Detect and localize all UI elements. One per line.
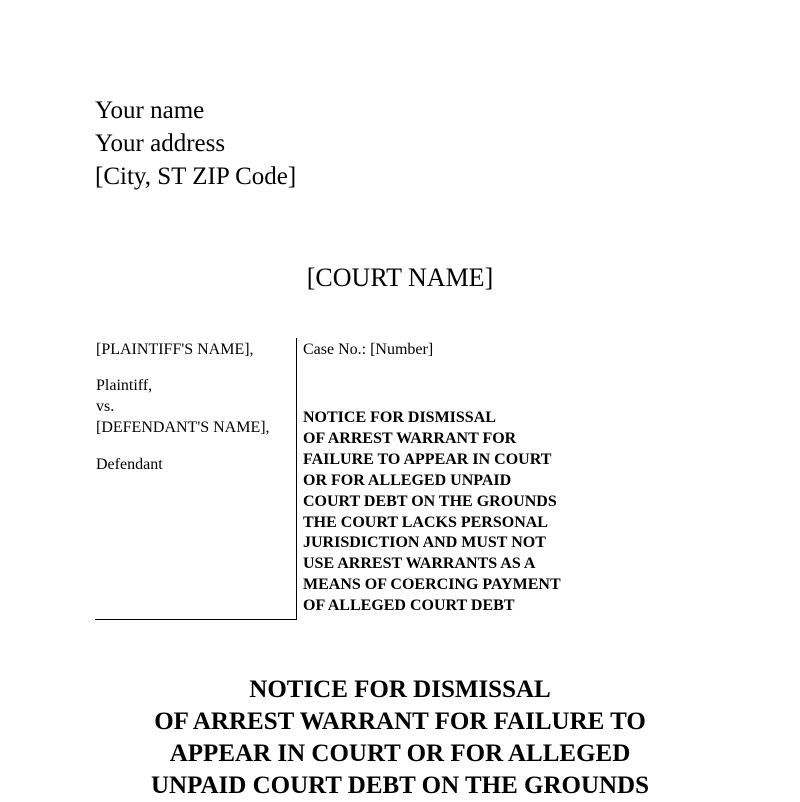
caption-title-line: OF ALLEGED COURT DEBT xyxy=(303,597,515,615)
case-caption xyxy=(95,338,695,620)
caption-title-line: OR FOR ALLEGED UNPAID xyxy=(303,471,512,489)
versus-label: vs. xyxy=(96,398,115,415)
defendant-name: [DEFENDANT'S NAME], xyxy=(96,419,270,436)
document-title-line: UNPAID COURT DEBT ON THE GROUNDS xyxy=(150,772,650,799)
sender-address: Your address xyxy=(95,130,226,157)
document-title-line: APPEAR IN COURT OR FOR ALLEGED xyxy=(169,740,631,767)
sender-city-state-zip: [City, ST ZIP Code] xyxy=(95,163,297,190)
caption-title-line: USE ARREST WARRANTS AS A xyxy=(303,555,536,573)
defendant-role: Defendant xyxy=(96,456,163,473)
caption-title-line: OF ARREST WARRANT FOR xyxy=(303,429,517,447)
document-title-line: OF ARREST WARRANT FOR FAILURE TO xyxy=(154,708,646,735)
caption-title-line: JURISDICTION AND MUST NOT xyxy=(303,534,546,552)
caption-title-line: COURT DEBT ON THE GROUNDS xyxy=(303,492,557,510)
caption-title-line: FAILURE TO APPEAR IN COURT xyxy=(303,450,552,468)
sender-name: Your name xyxy=(95,97,205,124)
plaintiff-name: [PLAINTIFF'S NAME], xyxy=(96,341,254,358)
sender-block xyxy=(95,94,296,193)
court-name-heading: [COURT NAME] xyxy=(306,263,494,292)
caption-title-line: NOTICE FOR DISMISSAL xyxy=(303,409,496,426)
caption-title-line: MEANS OF COERCING PAYMENT xyxy=(303,576,561,594)
document-title-line: NOTICE FOR DISMISSAL xyxy=(249,676,551,703)
caption-title-line: THE COURT LACKS PERSONAL xyxy=(303,513,548,531)
case-number: Case No.: [Number] xyxy=(303,341,434,358)
caption-parties xyxy=(95,338,297,620)
caption-notice-title xyxy=(303,408,561,617)
document-title xyxy=(0,674,800,802)
plaintiff-role: Plaintiff, xyxy=(96,377,153,394)
